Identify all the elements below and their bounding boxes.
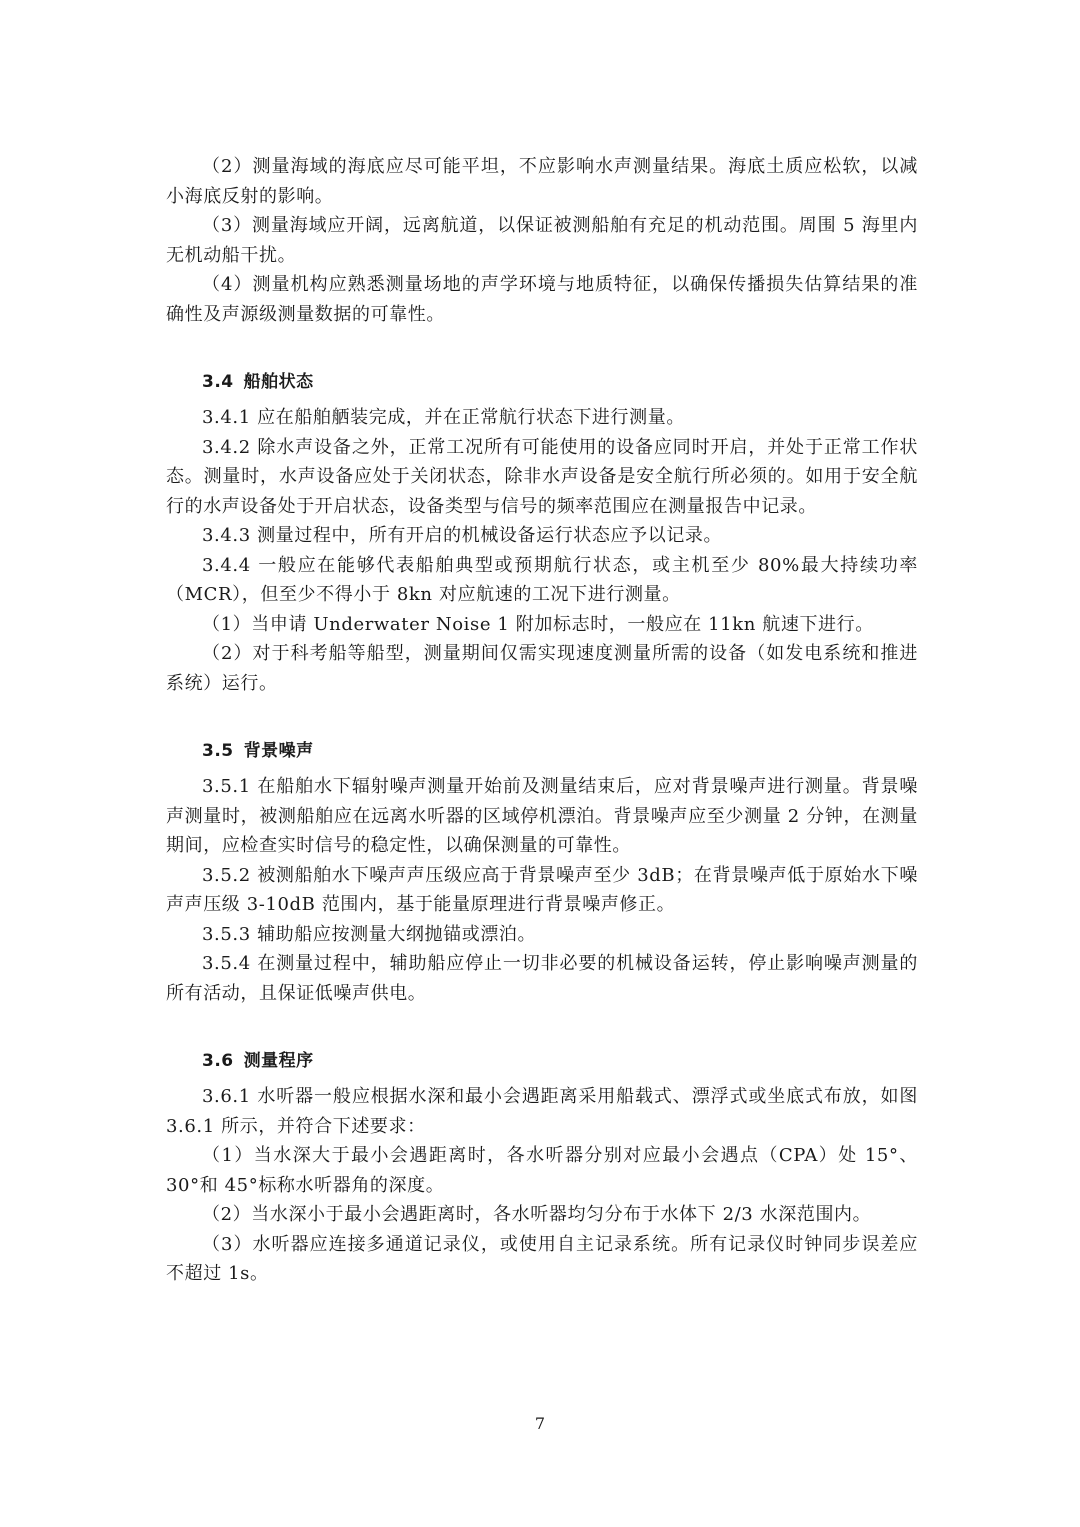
section-heading [166,737,918,766]
section-title: 背景噪声 [243,741,314,761]
section-number: 3.5 [202,741,234,761]
paragraph: （3）测量海域应开阔，远离航道，以保证被测船舶有充足的机动范围。周围 5 海里内无机动船干扰。 [166,215,918,266]
paragraph: （4）测量机构应熟悉测量场地的声学环境与地质特征，以确保传播损失估算结果的准确性及声源级测量数据的可靠性。 [166,274,918,325]
section-title: 船舶状态 [243,372,314,392]
section-3-5 [166,737,918,1008]
paragraph: 3.4.3 测量过程中，所有开启的机械设备运行状态应予以记录。 [202,525,723,546]
paragraph: （3）水听器应连接多通道记录仪，或使用自主记录系统。所有记录仪时钟同步误差应不超过 1s。 [166,1233,918,1284]
paragraph: 3.5.4 在测量过程中，辅助船应停止一切非必要的机械设备运转，停止影响噪声测量的所有活动，且保证低噪声供电。 [166,953,918,1004]
paragraph: 3.5.3 辅助船应按测量大纲抛锚或漂泊。 [202,923,537,945]
paragraph: （1）当申请 Underwater Noise 1 附加标志时，一般应在 11kn 航速下进行。 [202,613,874,635]
paragraph: 3.5.1 在船舶水下辐射噪声测量开始前及测量结束后，应对背景噪声进行测量。背景噪声测量时，被测船舶应在远离水听器的区域停机漂泊。背景噪声应至少测量 2 分钟，在测量期间，应检查实时信号的稳定性，以确保测量的可靠性。 [166,776,918,856]
section-heading [166,368,918,397]
paragraph: 3.5.2 被测船舶水下噪声声压级应高于背景噪声至少 3dB；在背景噪声低于原始水下噪声声压级 3-10dB 范围内，基于能量原理进行背景噪声修正。 [166,864,918,915]
section-3-6 [166,1047,918,1289]
section-number: 3.4 [202,372,234,392]
paragraph: （1）当水深大于最小会遇距离时，各水听器分别对应最小会遇点（CPA）处 15°、30°和 45°标称水听器角的深度。 [166,1145,918,1196]
paragraph: （2）当水深小于最小会遇距离时，各水听器均匀分布于水体下 2/3 水深范围内。 [202,1204,872,1225]
paragraph: （2）测量海域的海底应尽可能平坦，不应影响水声测量结果。海底土质应松软，以减小海底反射的影响。 [166,156,918,207]
section-number: 3.6 [202,1051,234,1071]
paragraph: 3.4.1 应在船舶舾装完成，并在正常航行状态下进行测量。 [202,407,685,428]
section-title: 测量程序 [243,1051,314,1071]
paragraph: 3.4.2 除水声设备之外，正常工况所有可能使用的设备应同时开启，并处于正常工作状态。测量时，水声设备应处于关闭状态，除非水声设备是安全航行所必须的。如用于安全航行的水声设备处于开启状态，设备类型与信号的频率范围应在测量报告中记录。 [166,436,918,517]
paragraph: （2）对于科考船等船型，测量期间仅需实现速度测量所需的设备（如发电系统和推进系统）运行。 [166,643,918,694]
intro-block [166,152,918,329]
document-body [166,152,918,1289]
paragraph: 3.6.1 水听器一般应根据水深和最小会遇距离采用船载式、漂浮式或坐底式布放，如图 3.6.1 所示，并符合下述要求： [166,1086,918,1137]
section-3-4 [166,368,918,698]
paragraph: 3.4.4 一般应在能够代表船舶典型或预期航行状态，或主机至少 80%最大持续功率（MCR），但至少不得小于 8kn 对应航速的工况下进行测量。 [166,554,918,605]
section-heading [166,1047,918,1076]
page-number: 7 [534,1414,546,1433]
